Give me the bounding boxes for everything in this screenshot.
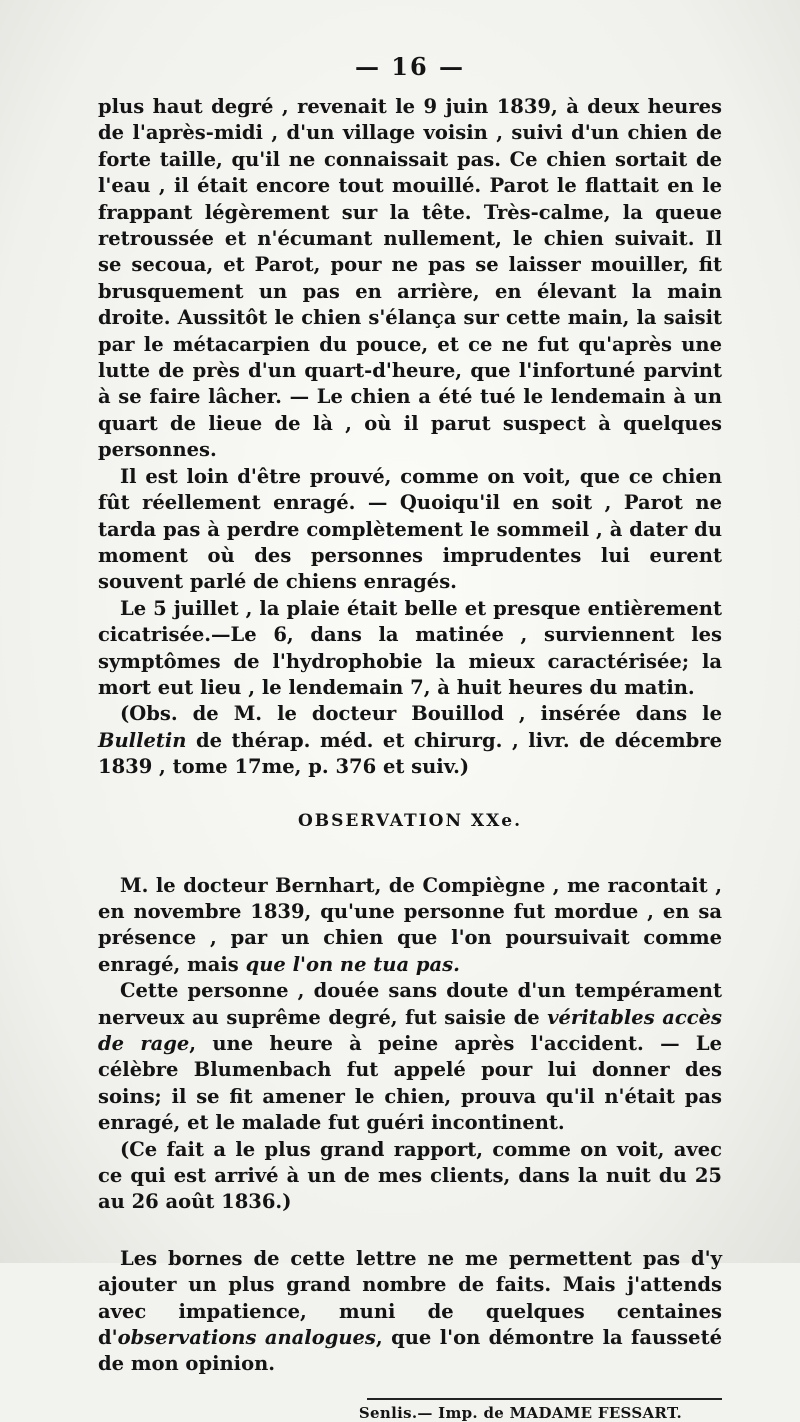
observation-heading: OBSERVATION XXe.	[297, 810, 523, 831]
page-number: — 16 —	[354, 52, 466, 81]
closing-italic: observations analogues	[117, 1326, 376, 1350]
paragraph-1: plus haut degré , revenait le 9 juin 1839, à deux heures de l'après-midi , d'un village voisin , suivi d'un chien de forte taille, qu'il ne connaissait pas. Ce chien sortait de l'eau , il était encore tout mouillé. Parot le flattait en le frappant légèrement sur la tête. Très-calme, la queue retroussée et n'écumant nullement, le chien suivait. Il se secoua, et Parot, pour ne pas se laisser mouiller, fit brusquement un pas en arrière, en élevant la main droite. Aussitôt le chien s'élança sur cette main, la saisit par le métacarpien du pouce, et ce ne fut qu'après une lutte de près d'un quart-d'heure, que l'infortuné parvint à se faire lâcher. — Le chien a été tué le lendemain à un quart de lieue de là , où il parut suspect à quelques personnes.	[98, 95, 722, 462]
footer-rule	[367, 1398, 722, 1400]
closing-text-end: , que l'on démontre la fausseté de mon opinion.	[98, 1326, 722, 1376]
citation-journal-title: Bulletin	[98, 728, 187, 752]
closing-paragraph	[98, 1246, 722, 1378]
paragraph-6-text-end: , une heure à peine après l'accident. — Le célèbre Blumenbach fut appelé pour lui donner des soins; il se fit amener le chien, prouva qu'il n'était pas enragé, et le malade fut guéri incontinent.	[98, 1032, 723, 1135]
paragraph-5	[98, 873, 722, 979]
citation-text-start: (Obs. de M. le docteur Bouillod , insérée dans le	[120, 702, 722, 726]
paragraph-5-italic: que l'on ne tua pas.	[245, 952, 460, 976]
printer-imprint: Senlis.— Imp. de MADAME FESSART.	[358, 1403, 682, 1422]
paragraph-6-italic: véritables accès de rage	[98, 1005, 722, 1055]
citation-text-end: de thérap. méd. et chirurg. , livr. de décembre 1839 , tome 17me, p. 376 et suiv.)	[98, 728, 722, 779]
closing-text-start: Les bornes de cette lettre ne me permettent pas d'y ajouter un plus grand nombre de faits. Mais j'attends avec impatience, muni de quelques centaines d'	[98, 1246, 722, 1350]
paragraph-7: (Ce fait a le plus grand rapport, comme on voit, avec ce qui est arrivé à un de mes clients, dans la nuit du 25 au 26 août 1836.)	[98, 1137, 722, 1214]
paragraph-5-text: M. le docteur Bernhart, de Compiègne , me racontait , en novembre 1839, qu'une personne fut mordue , en sa présence , par un chien que l'on poursuivait comme enragé, mais	[98, 873, 722, 976]
paragraph-6-text-start: Cette personne , douée sans doute d'un tempérament nerveux au suprême degré, fut saisie de	[98, 979, 722, 1029]
citation-paragraph	[98, 701, 722, 780]
paragraph-3: Le 5 juillet , la plaie était belle et presque entièrement cicatrisée.—Le 6, dans la matinée , surviennent les symptômes de l'hydrophobie la mieux caractérisée; la mort eut lieu , le lendemain 7, à huit heures du matin.	[98, 596, 722, 699]
paragraph-6	[98, 978, 722, 1136]
paragraph-2: Il est loin d'être prouvé, comme on voit, que ce chien fût réellement enragé. — Quoiqu'il en soit , Parot ne tarda pas à perdre complètement le sommeil , à dater du moment où des personnes imprudentes lui eurent souvent parlé de chiens enragés.	[98, 464, 722, 594]
